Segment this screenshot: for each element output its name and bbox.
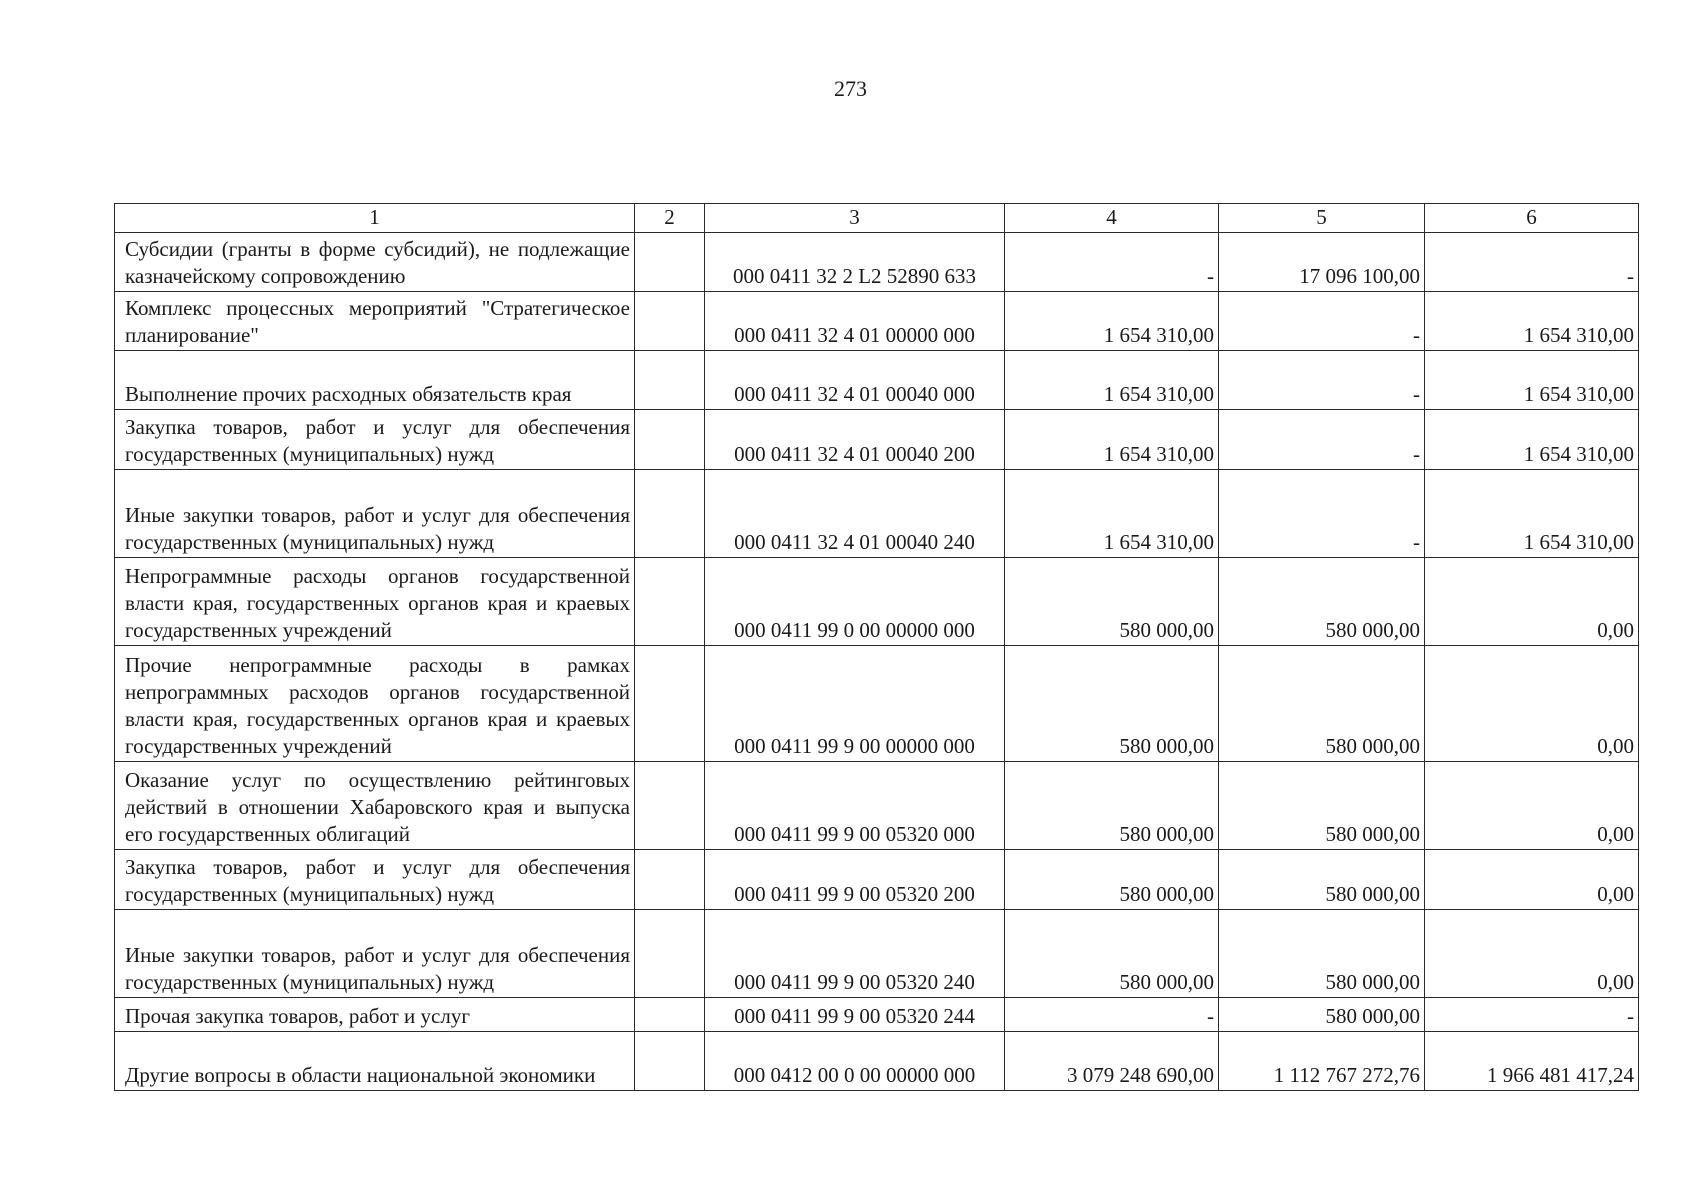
row-code: 000 0412 00 0 00 00000 000 bbox=[705, 1032, 1005, 1091]
row-col2 bbox=[635, 850, 705, 910]
row-col4: 580 000,00 bbox=[1005, 646, 1219, 762]
row-col6: 1 966 481 417,24 bbox=[1425, 1032, 1639, 1091]
row-col4: 1 654 310,00 bbox=[1005, 351, 1219, 410]
row-col5: 17 096 100,00 bbox=[1219, 233, 1425, 292]
row-col6: 1 654 310,00 bbox=[1425, 470, 1639, 558]
row-col2 bbox=[635, 558, 705, 646]
row-col4: 580 000,00 bbox=[1005, 910, 1219, 998]
row-code: 000 0411 99 9 00 05320 200 bbox=[705, 850, 1005, 910]
table-row bbox=[115, 998, 1639, 1032]
row-name: Иные закупки товаров, работ и услуг для обеспечения государственных (муниципальных) нужд bbox=[115, 470, 635, 558]
table-row bbox=[115, 292, 1639, 351]
table-row bbox=[115, 233, 1639, 292]
row-col6: 1 654 310,00 bbox=[1425, 410, 1639, 470]
row-col5: - bbox=[1219, 470, 1425, 558]
row-name: Непрограммные расходы органов государственной власти края, государственных органов края и краевых государственных учреждений bbox=[115, 558, 635, 646]
table-row bbox=[115, 410, 1639, 470]
row-col2 bbox=[635, 910, 705, 998]
row-name: Другие вопросы в области национальной экономики bbox=[115, 1032, 635, 1091]
row-col6: - bbox=[1425, 233, 1639, 292]
table-row bbox=[115, 850, 1639, 910]
row-name: Закупка товаров, работ и услуг для обеспечения государственных (муниципальных) нужд bbox=[115, 850, 635, 910]
row-name: Выполнение прочих расходных обязательств края bbox=[115, 351, 635, 410]
header-col-2: 2 bbox=[635, 204, 705, 233]
row-col5: 580 000,00 bbox=[1219, 762, 1425, 850]
row-col6: - bbox=[1425, 998, 1639, 1032]
row-code: 000 0411 32 4 01 00040 240 bbox=[705, 470, 1005, 558]
row-code: 000 0411 99 9 00 05320 244 bbox=[705, 998, 1005, 1032]
row-code: 000 0411 99 0 00 00000 000 bbox=[705, 558, 1005, 646]
row-code: 000 0411 32 4 01 00040 200 bbox=[705, 410, 1005, 470]
row-col4: 1 654 310,00 bbox=[1005, 410, 1219, 470]
row-name: Иные закупки товаров, работ и услуг для обеспечения государственных (муниципальных) нужд bbox=[115, 910, 635, 998]
row-col6: 0,00 bbox=[1425, 850, 1639, 910]
row-col4: 580 000,00 bbox=[1005, 558, 1219, 646]
table-body bbox=[115, 233, 1639, 1091]
row-col5: 1 112 767 272,76 bbox=[1219, 1032, 1425, 1091]
row-name: Прочие непрограммные расходы в рамках непрограммных расходов органов государственной власти края, государственных органов края и краевых государственных учреждений bbox=[115, 646, 635, 762]
row-col5: 580 000,00 bbox=[1219, 850, 1425, 910]
row-col6: 0,00 bbox=[1425, 762, 1639, 850]
row-col5: 580 000,00 bbox=[1219, 646, 1425, 762]
row-col2 bbox=[635, 1032, 705, 1091]
header-row bbox=[115, 204, 1639, 233]
row-code: 000 0411 99 9 00 05320 000 bbox=[705, 762, 1005, 850]
row-col4: - bbox=[1005, 998, 1219, 1032]
row-col4: - bbox=[1005, 233, 1219, 292]
row-col5: - bbox=[1219, 410, 1425, 470]
row-col5: 580 000,00 bbox=[1219, 558, 1425, 646]
header-col-5: 5 bbox=[1219, 204, 1425, 233]
row-col2 bbox=[635, 233, 705, 292]
row-col6: 0,00 bbox=[1425, 558, 1639, 646]
table-row bbox=[115, 1032, 1639, 1091]
table-row bbox=[115, 910, 1639, 998]
row-col2 bbox=[635, 646, 705, 762]
row-name: Комплекс процессных мероприятий "Стратегическое планирование" bbox=[115, 292, 635, 351]
row-col6: 1 654 310,00 bbox=[1425, 351, 1639, 410]
row-col6: 1 654 310,00 bbox=[1425, 292, 1639, 351]
header-col-1: 1 bbox=[115, 204, 635, 233]
row-col4: 580 000,00 bbox=[1005, 850, 1219, 910]
row-col6: 0,00 bbox=[1425, 910, 1639, 998]
table-row bbox=[115, 646, 1639, 762]
row-col2 bbox=[635, 292, 705, 351]
row-code: 000 0411 32 4 01 00000 000 bbox=[705, 292, 1005, 351]
row-code: 000 0411 99 9 00 00000 000 bbox=[705, 646, 1005, 762]
row-code: 000 0411 99 9 00 05320 240 bbox=[705, 910, 1005, 998]
table-row bbox=[115, 351, 1639, 410]
header-col-6: 6 bbox=[1425, 204, 1639, 233]
header-col-4: 4 bbox=[1005, 204, 1219, 233]
row-name: Оказание услуг по осуществлению рейтинговых действий в отношении Хабаровского края и выпуска его государственных облигаций bbox=[115, 762, 635, 850]
row-col2 bbox=[635, 998, 705, 1032]
row-col4: 3 079 248 690,00 bbox=[1005, 1032, 1219, 1091]
row-col5: 580 000,00 bbox=[1219, 998, 1425, 1032]
row-name: Субсидии (гранты в форме субсидий), не подлежащие казначейскому сопровождению bbox=[115, 233, 635, 292]
row-col5: 580 000,00 bbox=[1219, 910, 1425, 998]
row-col4: 1 654 310,00 bbox=[1005, 292, 1219, 351]
page-number: 273 bbox=[834, 76, 867, 101]
row-col2 bbox=[635, 762, 705, 850]
row-name: Прочая закупка товаров, работ и услуг bbox=[115, 998, 635, 1032]
row-code: 000 0411 32 4 01 00040 000 bbox=[705, 351, 1005, 410]
table-header bbox=[115, 204, 1639, 233]
row-code: 000 0411 32 2 L2 52890 633 bbox=[705, 233, 1005, 292]
budget-table bbox=[114, 203, 1639, 1091]
row-col2 bbox=[635, 351, 705, 410]
row-col5: - bbox=[1219, 351, 1425, 410]
row-col4: 1 654 310,00 bbox=[1005, 470, 1219, 558]
row-col2 bbox=[635, 470, 705, 558]
table-row bbox=[115, 558, 1639, 646]
table-row bbox=[115, 762, 1639, 850]
row-col2 bbox=[635, 410, 705, 470]
table-row bbox=[115, 470, 1639, 558]
row-col4: 580 000,00 bbox=[1005, 762, 1219, 850]
row-col5: - bbox=[1219, 292, 1425, 351]
header-col-3: 3 bbox=[705, 204, 1005, 233]
row-col6: 0,00 bbox=[1425, 646, 1639, 762]
row-name: Закупка товаров, работ и услуг для обеспечения государственных (муниципальных) нужд bbox=[115, 410, 635, 470]
